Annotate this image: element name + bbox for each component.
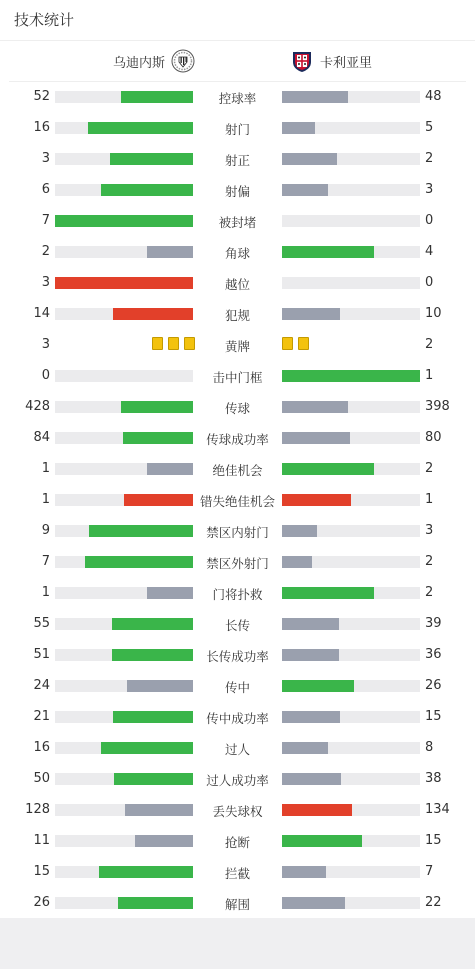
stat-label: 击中门框 [212, 370, 263, 385]
stat-label: 黄牌 [224, 339, 250, 354]
away-bar-fill [282, 649, 339, 661]
home-bar-track [55, 835, 193, 847]
stat-label: 抢断 [224, 835, 250, 850]
home-bar-track [55, 494, 193, 506]
home-bar-fill [118, 897, 193, 909]
away-bar-track [282, 277, 420, 289]
away-value: 2 [425, 337, 434, 352]
away-value: 3 [425, 182, 434, 197]
away-bar-track [282, 246, 420, 258]
home-bar-fill [135, 835, 193, 847]
away-bar-track [282, 618, 420, 630]
home-value: 0 [41, 368, 50, 383]
away-value: 5 [425, 120, 434, 135]
stat-label: 禁区外射门 [206, 556, 269, 571]
away-value: 2 [425, 554, 434, 569]
home-bar-track [55, 680, 193, 692]
home-bar-fill [113, 308, 193, 320]
home-bar-fill [101, 742, 193, 754]
away-bar-fill [282, 91, 348, 103]
teams-header [9, 41, 466, 82]
away-bar-track [282, 742, 420, 754]
stat-row [0, 454, 475, 485]
stat-label: 错失绝佳机会 [199, 494, 275, 509]
home-bar-track [55, 587, 193, 599]
home-value: 50 [33, 771, 50, 786]
stat-row [0, 206, 475, 237]
away-value: 7 [425, 864, 434, 879]
stat-row [0, 268, 475, 299]
stat-row [0, 671, 475, 702]
home-value: 15 [33, 864, 50, 879]
away-bar-fill [282, 835, 362, 847]
away-bar-track [282, 401, 420, 413]
away-bar-fill [282, 308, 340, 320]
away-bar-fill [282, 804, 352, 816]
home-bar-fill [127, 680, 193, 692]
stat-label: 拦截 [224, 866, 250, 881]
home-bar-fill [110, 153, 193, 165]
away-bar-fill [282, 680, 354, 692]
home-value: 51 [33, 647, 50, 662]
page-title: 技术统计 [0, 0, 475, 41]
away-yellow-cards [282, 337, 309, 350]
away-value: 2 [425, 151, 434, 166]
yellow-card-icon [282, 337, 293, 350]
stat-row [0, 857, 475, 888]
home-value: 14 [33, 306, 50, 321]
home-value: 11 [33, 833, 50, 848]
home-value: 55 [33, 616, 50, 631]
away-bar-fill [282, 711, 340, 723]
home-bar-track [55, 897, 193, 909]
away-value: 134 [425, 802, 450, 817]
away-bar-fill [282, 463, 374, 475]
away-value: 10 [425, 306, 442, 321]
home-bar-track [55, 308, 193, 320]
home-value: 1 [41, 585, 50, 600]
home-bar-fill [147, 246, 193, 258]
home-bar-track [55, 804, 193, 816]
stat-label: 射正 [224, 153, 250, 168]
away-value: 4 [425, 244, 434, 259]
stat-label: 禁区内射门 [206, 525, 269, 540]
away-bar-track [282, 556, 420, 568]
away-bar-fill [282, 432, 350, 444]
stat-label: 长传 [224, 618, 250, 633]
stat-label: 长传成功率 [206, 649, 269, 664]
stat-label: 解围 [224, 897, 250, 912]
home-team[interactable] [113, 49, 195, 73]
home-bar-track [55, 866, 193, 878]
home-value: 3 [41, 151, 50, 166]
home-bar-fill [85, 556, 193, 568]
home-bar-fill [121, 91, 193, 103]
home-bar-track [55, 773, 193, 785]
stat-row [0, 144, 475, 175]
away-value: 1 [425, 492, 434, 507]
away-value: 15 [425, 833, 442, 848]
stat-label: 丢失球权 [212, 804, 263, 819]
stat-row [0, 702, 475, 733]
home-bar-fill [88, 122, 193, 134]
away-value: 36 [425, 647, 442, 662]
udinese-crest-icon [171, 49, 195, 73]
home-bar-fill [99, 866, 193, 878]
home-value: 24 [33, 678, 50, 693]
away-bar-track [282, 649, 420, 661]
stat-label: 传中成功率 [206, 711, 269, 726]
home-yellow-cards [152, 337, 195, 350]
stat-row [0, 733, 475, 764]
away-bar-track [282, 866, 420, 878]
home-bar-track [55, 556, 193, 568]
away-bar-fill [282, 122, 315, 134]
away-bar-track [282, 432, 420, 444]
away-bar-track [282, 122, 420, 134]
away-value: 8 [425, 740, 434, 755]
away-value: 2 [425, 461, 434, 476]
home-bar-track [55, 153, 193, 165]
stat-label: 过人 [224, 742, 250, 757]
home-bar-fill [55, 277, 193, 289]
stat-row [0, 578, 475, 609]
home-value: 6 [41, 182, 50, 197]
stat-label: 射偏 [224, 184, 250, 199]
stat-row [0, 516, 475, 547]
home-value: 3 [41, 275, 50, 290]
away-value: 48 [425, 89, 442, 104]
yellow-card-icon [168, 337, 179, 350]
away-bar-track [282, 525, 420, 537]
away-value: 2 [425, 585, 434, 600]
away-bar-fill [282, 525, 317, 537]
away-bar-track [282, 680, 420, 692]
away-bar-fill [282, 587, 374, 599]
away-bar-track [282, 804, 420, 816]
home-bar-track [55, 277, 193, 289]
home-team-name: 乌迪内斯 [112, 55, 165, 71]
away-bar-track [282, 773, 420, 785]
home-bar-fill [113, 711, 193, 723]
home-value: 428 [25, 399, 50, 414]
stat-row [0, 113, 475, 144]
home-bar-track [55, 463, 193, 475]
away-bar-track [282, 215, 420, 227]
away-bar-fill [282, 246, 374, 258]
stat-row [0, 423, 475, 454]
away-bar-track [282, 494, 420, 506]
away-value: 80 [425, 430, 442, 445]
away-bar-fill [282, 494, 351, 506]
home-value: 21 [33, 709, 50, 724]
home-value: 84 [33, 430, 50, 445]
away-bar-fill [282, 184, 328, 196]
home-value: 128 [25, 802, 50, 817]
home-value: 16 [33, 740, 50, 755]
home-bar-track [55, 649, 193, 661]
stat-label: 角球 [224, 246, 250, 261]
home-value: 7 [41, 554, 50, 569]
home-bar-fill [101, 184, 193, 196]
home-bar-track [55, 122, 193, 134]
home-bar-track [55, 525, 193, 537]
away-bar-fill [282, 897, 345, 909]
home-bar-track [55, 432, 193, 444]
stat-row [0, 175, 475, 206]
yellow-card-icon [298, 337, 309, 350]
away-value: 38 [425, 771, 442, 786]
home-bar-track [55, 711, 193, 723]
home-bar-fill [121, 401, 193, 413]
away-value: 15 [425, 709, 442, 724]
stat-row [0, 888, 475, 919]
home-bar-fill [89, 525, 193, 537]
away-value: 39 [425, 616, 442, 631]
home-value: 9 [41, 523, 50, 538]
home-value: 26 [33, 895, 50, 910]
home-bar-fill [147, 463, 193, 475]
home-bar-track [55, 184, 193, 196]
stat-label: 传球成功率 [206, 432, 269, 447]
home-value: 3 [41, 337, 50, 352]
home-bar-track [55, 401, 193, 413]
away-team[interactable] [290, 49, 372, 73]
stat-label: 绝佳机会 [212, 463, 263, 478]
stat-row [0, 299, 475, 330]
away-bar-fill [282, 618, 339, 630]
away-bar-track [282, 711, 420, 723]
stat-label: 被封堵 [218, 215, 257, 230]
stat-row [0, 547, 475, 578]
home-value: 16 [33, 120, 50, 135]
away-bar-fill [282, 370, 420, 382]
home-bar-track [55, 370, 193, 382]
stat-row [0, 485, 475, 516]
stat-row [0, 795, 475, 826]
away-bar-track [282, 308, 420, 320]
away-value: 398 [425, 399, 450, 414]
stat-row [0, 330, 475, 361]
home-bar-fill [114, 773, 193, 785]
stat-label: 犯规 [224, 308, 250, 323]
stat-label: 控球率 [218, 91, 257, 106]
away-bar-track [282, 153, 420, 165]
away-bar-track [282, 91, 420, 103]
away-bar-track [282, 463, 420, 475]
away-bar-fill [282, 556, 312, 568]
stat-label: 门将扑救 [212, 587, 263, 602]
yellow-card-icon [152, 337, 163, 350]
away-bar-track [282, 897, 420, 909]
home-value: 2 [41, 244, 50, 259]
stat-label: 过人成功率 [206, 773, 269, 788]
away-bar-track [282, 370, 420, 382]
stats-list [0, 82, 475, 919]
stat-label: 传中 [224, 680, 250, 695]
away-bar-fill [282, 742, 328, 754]
stat-label: 越位 [224, 277, 250, 292]
away-bar-fill [282, 773, 341, 785]
home-bar-fill [55, 215, 193, 227]
away-value: 0 [425, 213, 434, 228]
stat-row [0, 640, 475, 671]
home-value: 1 [41, 492, 50, 507]
away-bar-fill [282, 866, 326, 878]
home-bar-track [55, 618, 193, 630]
away-value: 0 [425, 275, 434, 290]
home-value: 52 [33, 89, 50, 104]
yellow-card-icon [184, 337, 195, 350]
away-team-name: 卡利亚里 [320, 55, 373, 71]
stat-row [0, 764, 475, 795]
home-value: 7 [41, 213, 50, 228]
home-bar-track [55, 215, 193, 227]
stat-row [0, 237, 475, 268]
away-bar-track [282, 587, 420, 599]
stat-row [0, 392, 475, 423]
home-bar-fill [112, 618, 193, 630]
away-bar-fill [282, 401, 348, 413]
stat-row [0, 82, 475, 113]
home-bar-fill [112, 649, 193, 661]
away-bar-track [282, 184, 420, 196]
away-bar-track [282, 835, 420, 847]
home-bar-track [55, 742, 193, 754]
stat-row [0, 609, 475, 640]
away-value: 22 [425, 895, 442, 910]
home-bar-track [55, 246, 193, 258]
cagliari-crest-icon [290, 49, 314, 73]
away-value: 1 [425, 368, 434, 383]
stat-row [0, 361, 475, 392]
home-bar-fill [125, 804, 193, 816]
away-bar-fill [282, 153, 337, 165]
home-value: 1 [41, 461, 50, 476]
home-bar-fill [123, 432, 193, 444]
stat-label: 传球 [224, 401, 250, 416]
home-bar-track [55, 91, 193, 103]
stat-label: 射门 [224, 122, 250, 137]
home-bar-fill [147, 587, 193, 599]
home-bar-fill [124, 494, 193, 506]
away-value: 26 [425, 678, 442, 693]
away-value: 3 [425, 523, 434, 538]
stat-row [0, 826, 475, 857]
